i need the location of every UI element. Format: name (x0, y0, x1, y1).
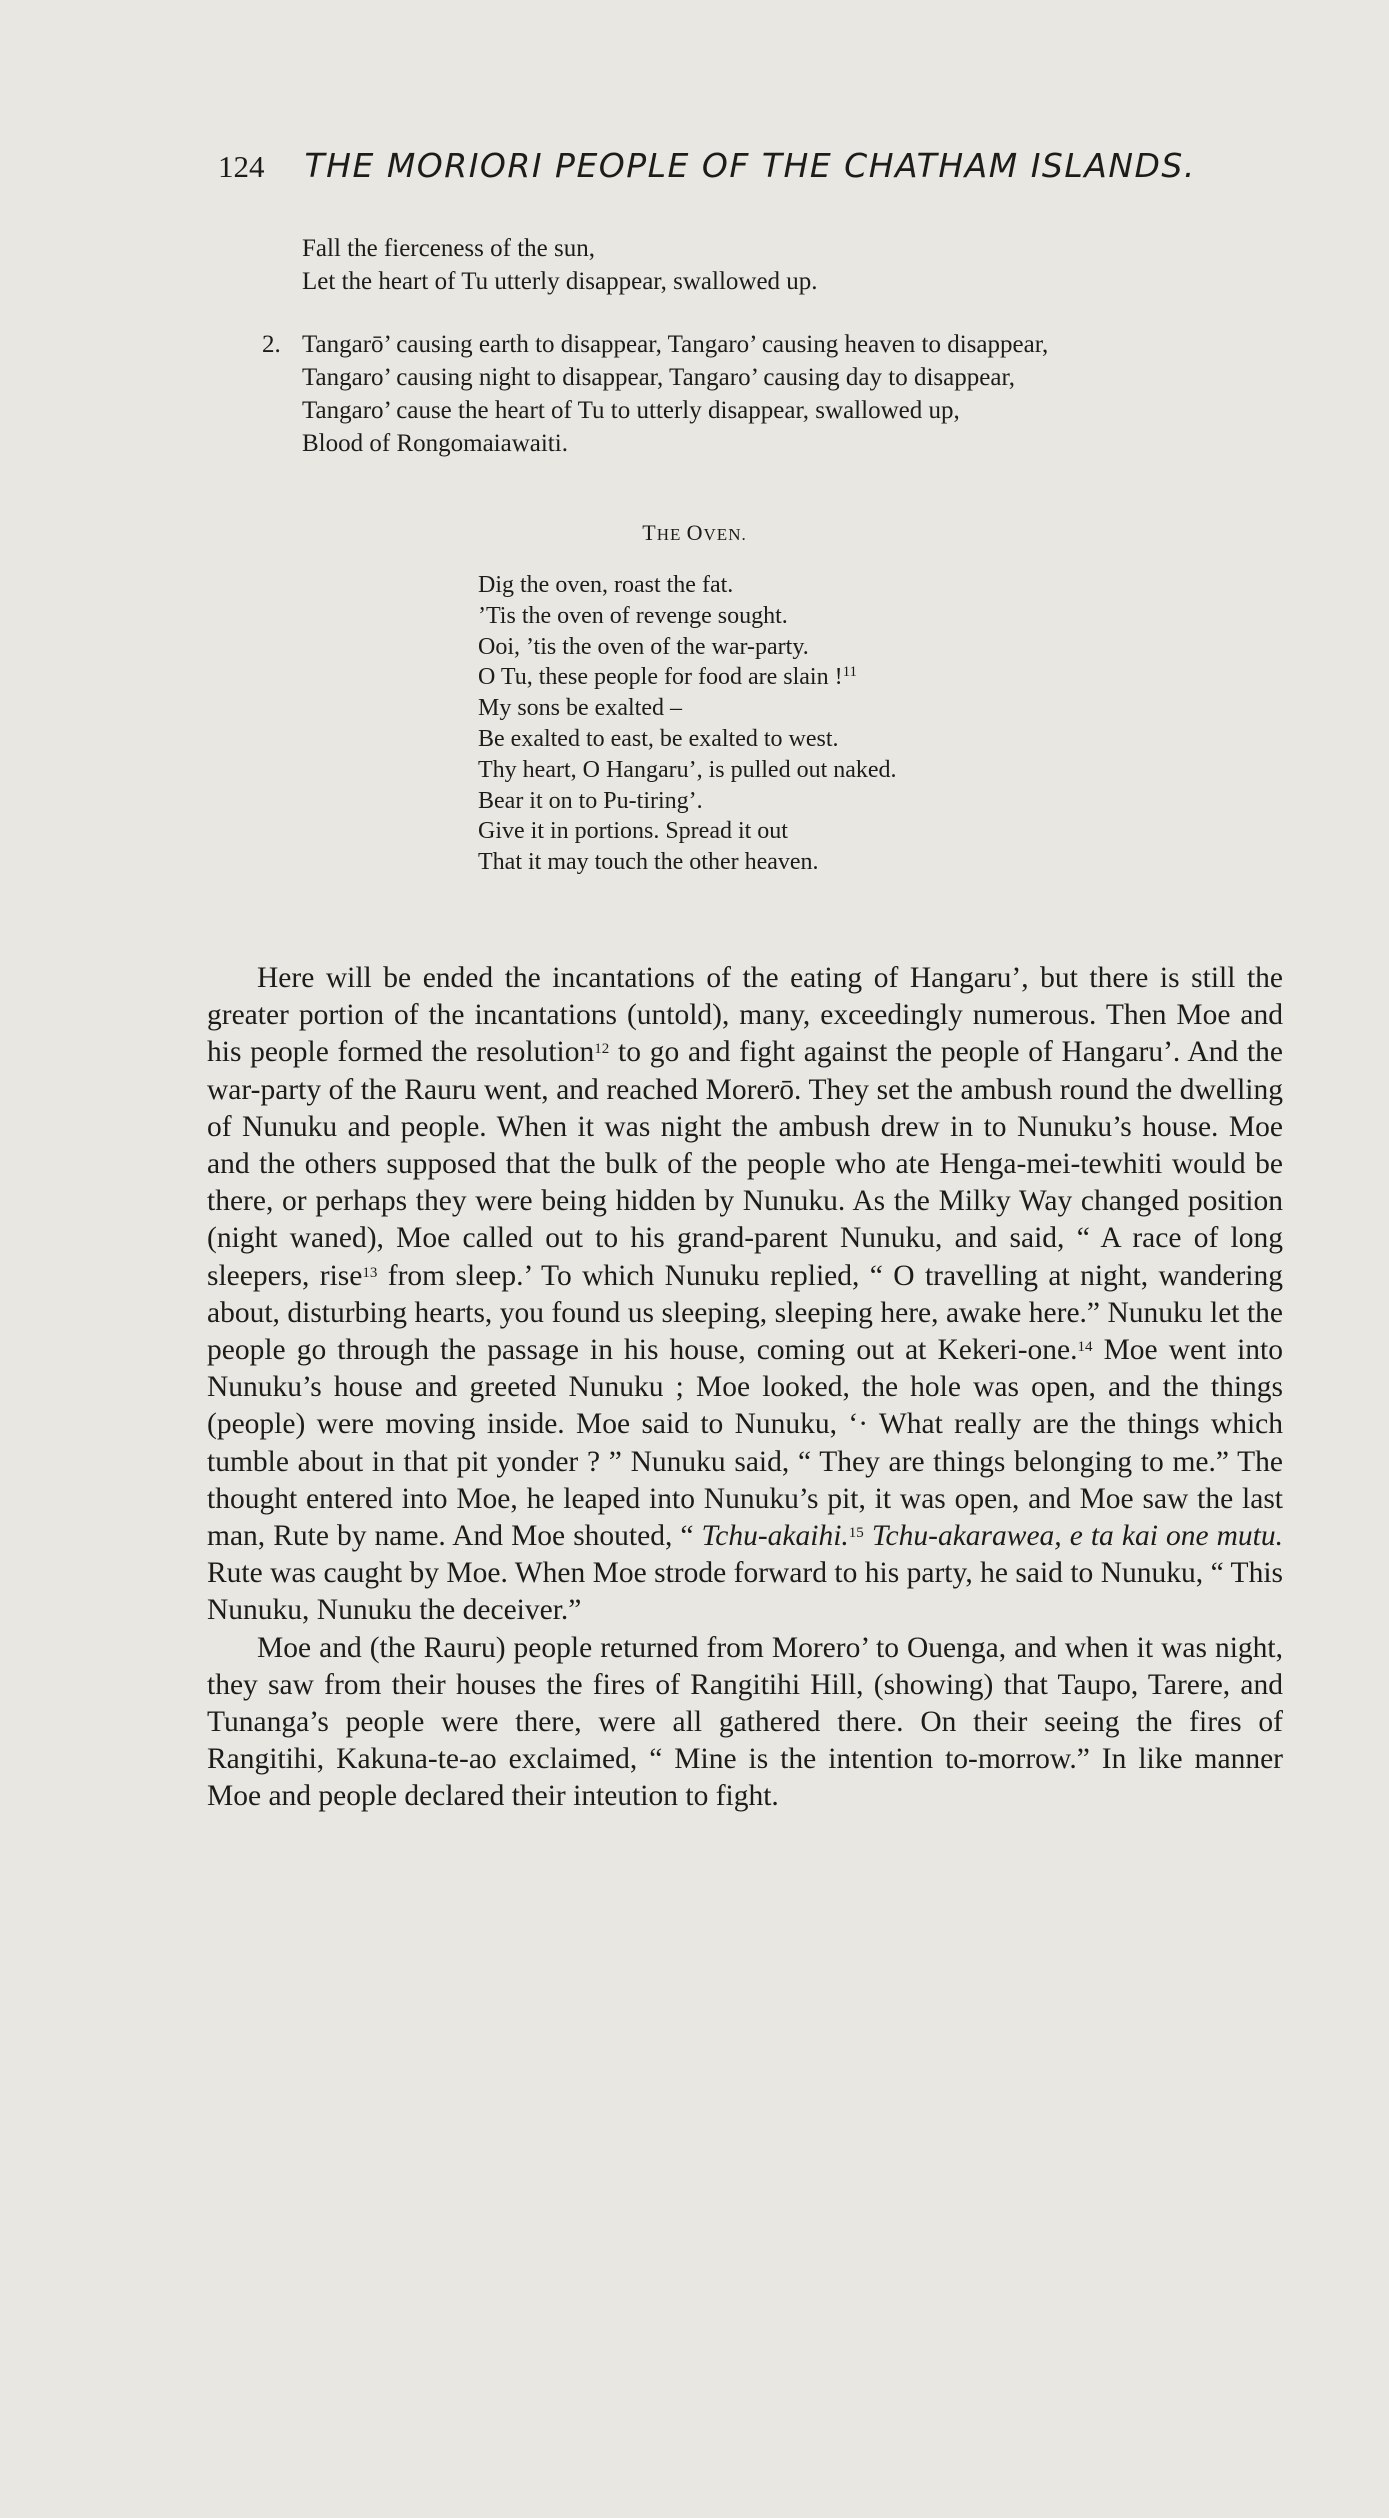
page-header (218, 146, 1196, 185)
chant-line: Fall the fierceness of the sun, (302, 235, 595, 262)
paragraph: Here will be ended the incantations of the eating of Hangaru’, but there is still the greater portion of the incantations (untold), many, exceedingly numerous. Then Moe and his people formed the resolution$^{12}$ to go and fight against the people of Hangaru’. And the war-party of the Rauru went, and reached Morerō. They set the ambush round the dwelling of Nunuku and people. When it was night the ambush drew in to Nunuku’s house. Moe and the others supposed that the bulk of the people who ate Henga-mei-tewhiti would be there, or perhaps they were being hidden by Nunuku. As the Milky Way changed position (night waned), Moe called out to his grand-parent Nunuku, and said, “ A race of long sleepers, rise$^{13}$ from sleep.’ To which Nunuku replied, “ O travelling at night, wandering about, disturbing hearts, you found us sleeping, sleeping here, awake here.” Nunuku let the people go through the passage in his house, coming out at Kekeri-one.$^{14}$ Moe went into Nunuku’s house and greeted Nunuku ; Moe looked, the hole was open, and the things (people) were moving inside. Moe said to Nunuku, ‘· What really are the things which tumble about in that pit yonder ? ” Nunuku said, “ They are things belonging to me.” The thought entered into Moe, he leaped into Nunuku’s pit, it was open, and Moe saw the last man, Rute by name. And Moe shouted, “ Tchu-akaihi.$^{15}$ Tchu-akarawea, e ta kai one mutu. Rute was caught by Moe. When Moe strode forward to his party, he said to Nunuku, “ This Nunuku, Nunuku the deceiver.” (207, 962, 1284, 1627)
body-text (207, 960, 1283, 1816)
poem-line: That it may touch the other heaven. (478, 849, 819, 876)
chant-line: Tangaro’ causing night to disappear, Tangaro’ causing day to disappear, (302, 364, 1016, 391)
poem-line: Ooi, ’tis the oven of the war-party. (478, 633, 809, 660)
footnote-ref: 15 (848, 1524, 864, 1541)
section-title: THE OVEN. (642, 520, 747, 545)
italic-phrase: Tchu-akarawea, e ta kai one mutu. (863, 1520, 1283, 1553)
chant-line: Let the heart of Tu utterly disappear, swallowed up. (302, 268, 818, 295)
chant-line: Tangarō’ causing earth to disappear, Tangaro’ causing heaven to disappear, (302, 331, 1049, 358)
poem-line: Be exalted to east, be exalted to west. (478, 725, 839, 752)
poem-line: Thy heart, O Hangaru’, is pulled out naked. (478, 756, 897, 783)
footnote-ref: 13 (362, 1264, 378, 1281)
verse-number: 2. (262, 331, 281, 358)
running-title: THE MORIORI PEOPLE OF THE CHATHAM ISLANDS. (304, 146, 1196, 185)
oven-poem (478, 570, 897, 878)
footnote-ref: 12 (594, 1041, 610, 1058)
paragraph: Moe and (the Rauru) people returned from Morero’ to Ouenga, and when it was night, they saw from their houses the fires of Rangitihi Hill, (showing) that Taupo, Tarere, and Tunanga’s people were there, were all gathered there. On their seeing the fires of Rangitihi, Kakuna-te-ao exclaimed, “ Mine is the intention to-morrow.” In like manner Moe and people declared their inteution to fight. (207, 1631, 1283, 1813)
page-number: 124 (218, 149, 265, 184)
italic-phrase: Tchu-akaihi. (701, 1520, 849, 1553)
chant-verse-2 (262, 328, 1048, 460)
poem-line: ’Tis the oven of revenge sought. (478, 602, 788, 629)
poem-line: My sons be exalted – (478, 695, 682, 722)
poem-line: Give it in portions. Spread it out (478, 818, 788, 845)
footnote-ref: 14 (1077, 1338, 1093, 1355)
poem-line: Dig the oven, roast the fat. (478, 572, 734, 598)
chant-line: Tangaro’ cause the heart of Tu to utterly disappear, swallowed up, (302, 397, 960, 424)
footnote-ref: 11 (842, 664, 858, 681)
chant-line: Blood of Rongomaiawaiti. (302, 430, 568, 457)
poem-line: Bear it on to Pu-tiring’. (478, 787, 703, 814)
chant-verse-1-ending (302, 232, 818, 298)
poem-line: O Tu, these people for food are slain !$^{11}$ (478, 664, 858, 691)
